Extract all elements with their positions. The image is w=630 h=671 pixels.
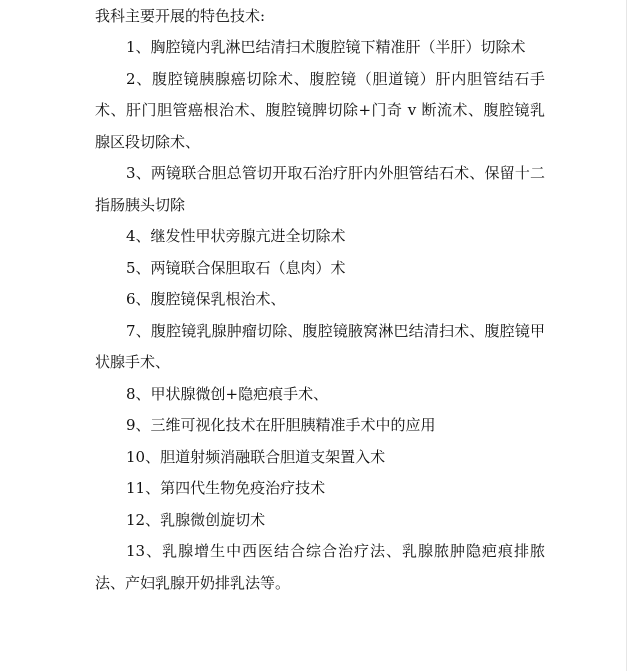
technique-item-8: 8、甲状腺微创+隐疤痕手术、: [126, 384, 329, 403]
technique-list: [95, 32, 545, 599]
technique-item-5: 5、两镜联合保胆取石（息肉）术: [126, 258, 346, 277]
technique-item-12: 12、乳腺微创旋切术: [126, 510, 266, 529]
technique-item-4: 4、继发性甲状旁腺亢进全切除术: [126, 227, 346, 245]
technique-item-3: 3、两镜联合胆总管切开取石治疗肝内外胆管结石术、保留十二指肠胰头切除: [95, 164, 545, 214]
technique-item-1: 1、胸腔镜内乳淋巴结清扫术腹腔镜下精准肝（半肝）切除术: [126, 38, 526, 56]
technique-item-11: 11、第四代生物免疫治疗技术: [126, 479, 326, 497]
technique-item-13: 13、乳腺增生中西医结合综合治疗法、乳腺脓肿隐疤痕排脓法、产妇乳腺开奶排乳法等。: [95, 542, 545, 592]
technique-item-7: 7、腹腔镜乳腺肿瘤切除、腹腔镜腋窝淋巴结清扫术、腹腔镜甲状腺手术、: [95, 321, 545, 371]
document-body: [95, 0, 545, 599]
page-edge-divider: [626, 0, 627, 671]
technique-item-2: 2、腹腔镜胰腺癌切除术、腹腔镜（胆道镜）肝内胆管结石手术、肝门胆管癌根治术、腹腔镜脾切除+门奇 v 断流术、腹腔镜乳腺区段切除术、: [95, 69, 545, 151]
section-heading: 我科主要开展的特色技术:: [95, 7, 266, 25]
technique-item-10: 10、胆道射频消融联合胆道支架置入术: [126, 447, 386, 466]
technique-item-6: 6、腹腔镜保乳根治术、: [126, 290, 286, 308]
technique-item-9: 9、三维可视化技术在肝胆胰精准手术中的应用: [126, 416, 436, 434]
